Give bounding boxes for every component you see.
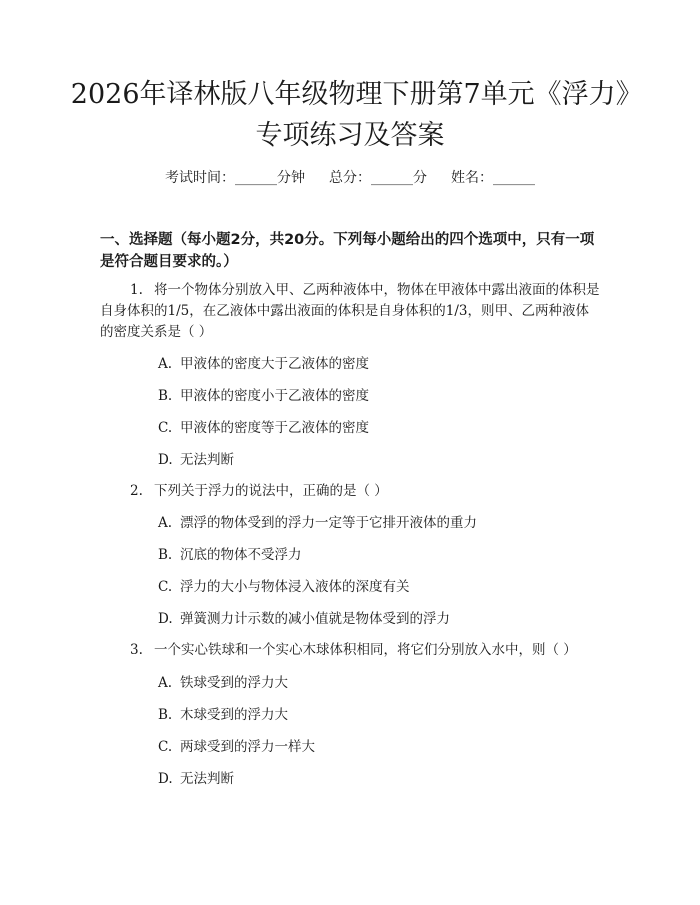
- option-text: 无法判断: [180, 771, 234, 787]
- option-text: 两球受到的浮力一样大: [180, 739, 315, 755]
- option-text: 木球受到的浮力大: [180, 707, 288, 723]
- question-text: 下列关于浮力的说法中，正确的是（ ）: [154, 483, 388, 499]
- question-3-option-a: [158, 673, 288, 693]
- option-letter: A.: [158, 675, 173, 691]
- option-letter: C.: [158, 739, 173, 755]
- option-text: 漂浮的物体受到的浮力一定等于它排开液体的重力: [180, 515, 477, 531]
- option-letter: D.: [158, 452, 173, 468]
- question-2-option-c: [158, 577, 410, 597]
- exam-time-field: 考试时间：______分钟: [165, 170, 305, 186]
- total-score-field: 总分：______分: [329, 170, 427, 186]
- question-text: 一个实心铁球和一个实心木球体积相同，将它们分别放入水中，则（ ）: [154, 642, 577, 658]
- question-2-option-a: [158, 513, 477, 533]
- option-letter: B.: [158, 547, 173, 563]
- question-number: 3.: [130, 642, 143, 658]
- option-text: 弹簧测力计示数的减小值就是物体受到的浮力: [180, 611, 450, 627]
- question-number: 1.: [130, 282, 143, 298]
- section-header: 一、选择题（每小题2分，共20分。下列每小题给出的四个选项中，只有一项是符合题目要求的。）: [100, 232, 595, 270]
- option-text: 甲液体的密度等于乙液体的密度: [180, 420, 369, 436]
- option-text: 沉底的物体不受浮力: [180, 547, 302, 563]
- question-3-option-b: [158, 705, 288, 725]
- option-text: 铁球受到的浮力大: [180, 675, 288, 691]
- option-text: 无法判断: [180, 452, 234, 468]
- question-1: [100, 280, 600, 343]
- option-letter: C.: [158, 579, 173, 595]
- option-text: 甲液体的密度小于乙液体的密度: [180, 388, 369, 404]
- question-3-option-d: [158, 769, 234, 789]
- option-letter: B.: [158, 707, 173, 723]
- question-2-option-b: [158, 545, 302, 565]
- question-number: 2.: [130, 483, 143, 499]
- exam-info: [0, 168, 700, 188]
- question-text: 将一个物体分别放入甲、乙两种液体中，物体在甲液体中露出液面的体积是自身体积的1/5，在乙液体中露出液面的体积是自身体积的1/3，则甲、乙两种液体的密度关系是（ ）: [100, 282, 600, 340]
- option-letter: D.: [158, 611, 173, 627]
- question-1-option-b: [158, 386, 369, 406]
- option-letter: B.: [158, 388, 173, 404]
- option-letter: A.: [158, 356, 173, 372]
- page-title: 2026年译林版八年级物理下册第7单元《浮力》专项练习及答案: [70, 79, 630, 151]
- question-3-option-c: [158, 737, 315, 757]
- option-letter: C.: [158, 420, 173, 436]
- question-2-option-d: [158, 609, 450, 629]
- question-2: [100, 481, 600, 502]
- question-3: [100, 640, 600, 661]
- question-1-option-d: [158, 450, 234, 470]
- question-1-option-c: [158, 418, 369, 438]
- option-text: 甲液体的密度大于乙液体的密度: [180, 356, 369, 372]
- option-text: 浮力的大小与物体浸入液体的深度有关: [180, 579, 410, 595]
- option-letter: A.: [158, 515, 173, 531]
- question-1-option-a: [158, 354, 369, 374]
- student-name-field: 姓名：______: [451, 170, 535, 186]
- option-letter: D.: [158, 771, 173, 787]
